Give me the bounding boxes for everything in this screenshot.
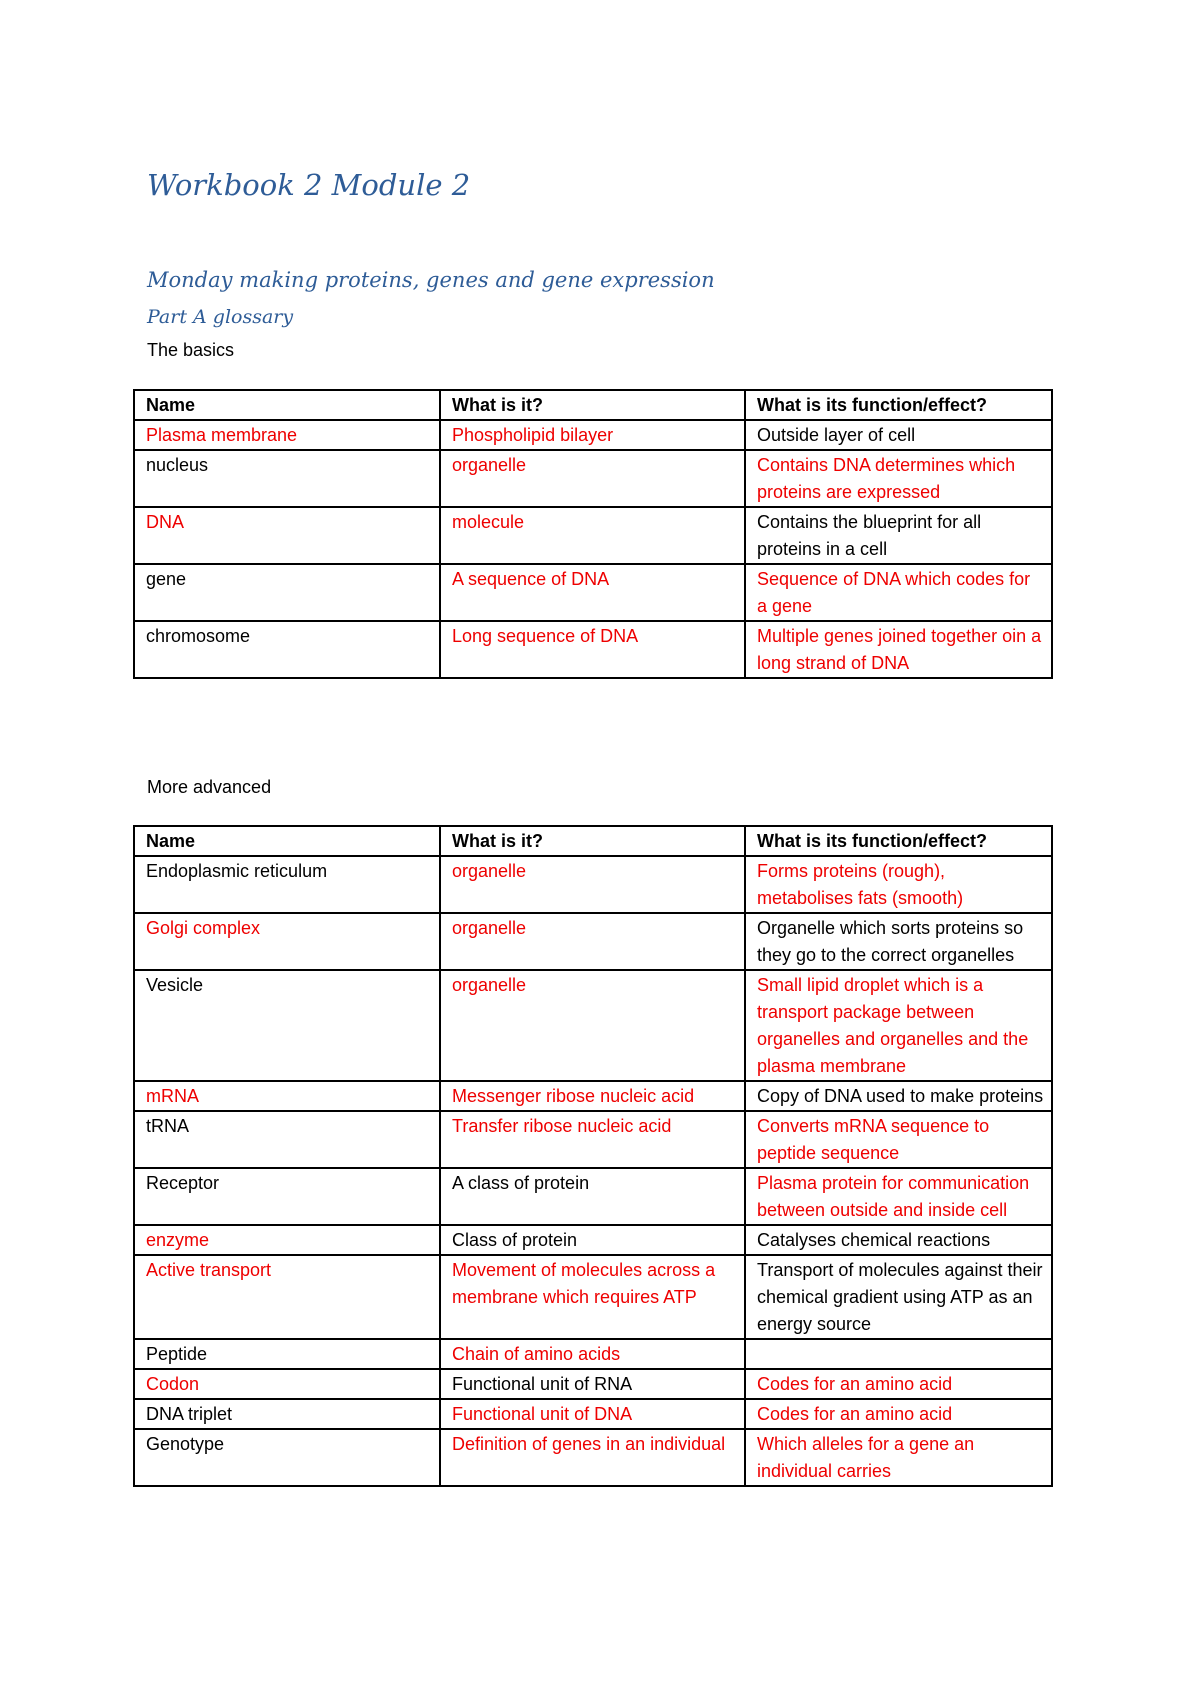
advanced-section-label: More advanced	[147, 777, 272, 797]
cell-function: Transport of molecules against their chemical gradient using ATP as an energy source	[745, 1255, 1052, 1339]
cell-what-is-it: A sequence of DNA	[440, 564, 745, 621]
cell-name: chromosome	[134, 621, 440, 678]
table-row	[134, 1399, 1052, 1429]
table-header-row	[134, 826, 1052, 856]
table-row	[134, 1081, 1052, 1111]
cell-name: nucleus	[134, 450, 440, 507]
cell-what-is-it: Long sequence of DNA	[440, 621, 745, 678]
cell-what-is-it: A class of protein	[440, 1168, 745, 1225]
cell-what-is-it: Class of protein	[440, 1225, 745, 1255]
cell-function: Organelle which sorts proteins so they go to the correct organelles	[745, 913, 1052, 970]
cell-what-is-it: molecule	[440, 507, 745, 564]
cell-function: Multiple genes joined together oin a long strand of DNA	[745, 621, 1052, 678]
cell-name: enzyme	[134, 1225, 440, 1255]
column-header-name: Name	[134, 826, 440, 856]
cell-function: Codes for an amino acid	[745, 1399, 1052, 1429]
cell-what-is-it: organelle	[440, 450, 745, 507]
table-row	[134, 1339, 1052, 1369]
basics-glossary-table	[133, 389, 1053, 679]
cell-what-is-it: Chain of amino acids	[440, 1339, 745, 1369]
table-row	[134, 420, 1052, 450]
column-header-function: What is its function/effect?	[745, 826, 1052, 856]
cell-function: Copy of DNA used to make proteins	[745, 1081, 1052, 1111]
cell-function: Codes for an amino acid	[745, 1369, 1052, 1399]
table-row	[134, 1168, 1052, 1225]
cell-what-is-it: Movement of molecules across a membrane which requires ATP	[440, 1255, 745, 1339]
cell-what-is-it: Functional unit of DNA	[440, 1399, 745, 1429]
cell-function: Small lipid droplet which is a transport package between organelles and organelles and the plasma membrane	[745, 970, 1052, 1081]
document-title: Workbook 2 Module 2	[147, 168, 471, 202]
cell-function: Contains DNA determines which proteins are expressed	[745, 450, 1052, 507]
part-heading: Part A glossary	[147, 306, 294, 328]
column-header-name: Name	[134, 390, 440, 420]
table-row	[134, 1111, 1052, 1168]
table-row	[134, 1369, 1052, 1399]
cell-name: Active transport	[134, 1255, 440, 1339]
cell-what-is-it: Transfer ribose nucleic acid	[440, 1111, 745, 1168]
cell-name: Genotype	[134, 1429, 440, 1486]
cell-function: Plasma protein for communication between outside and inside cell	[745, 1168, 1052, 1225]
cell-what-is-it: organelle	[440, 970, 745, 1081]
table-row	[134, 507, 1052, 564]
cell-what-is-it: Definition of genes in an individual	[440, 1429, 745, 1486]
table-row	[134, 450, 1052, 507]
cell-name: Codon	[134, 1369, 440, 1399]
cell-what-is-it: organelle	[440, 856, 745, 913]
basics-table-body	[134, 420, 1052, 678]
cell-name: Endoplasmic reticulum	[134, 856, 440, 913]
table-row	[134, 856, 1052, 913]
cell-name: DNA	[134, 507, 440, 564]
cell-function: Catalyses chemical reactions	[745, 1225, 1052, 1255]
cell-function: Forms proteins (rough), metabolises fats (smooth)	[745, 856, 1052, 913]
cell-what-is-it: Messenger ribose nucleic acid	[440, 1081, 745, 1111]
table-row	[134, 1429, 1052, 1486]
cell-name: tRNA	[134, 1111, 440, 1168]
advanced-table-body	[134, 856, 1052, 1486]
cell-function: Contains the blueprint for all proteins in a cell	[745, 507, 1052, 564]
cell-name: Vesicle	[134, 970, 440, 1081]
cell-function: Outside layer of cell	[745, 420, 1052, 450]
document-subtitle: Monday making proteins, genes and gene expression	[147, 268, 715, 292]
table-row	[134, 913, 1052, 970]
cell-name: Golgi complex	[134, 913, 440, 970]
cell-name: Peptide	[134, 1339, 440, 1369]
table-row	[134, 1255, 1052, 1339]
column-header-function: What is its function/effect?	[745, 390, 1052, 420]
cell-what-is-it: organelle	[440, 913, 745, 970]
cell-name: Plasma membrane	[134, 420, 440, 450]
cell-name: mRNA	[134, 1081, 440, 1111]
table-row	[134, 621, 1052, 678]
table-row	[134, 1225, 1052, 1255]
cell-what-is-it: Functional unit of RNA	[440, 1369, 745, 1399]
cell-function: Converts mRNA sequence to peptide sequence	[745, 1111, 1052, 1168]
cell-function: Sequence of DNA which codes for a gene	[745, 564, 1052, 621]
column-header-what: What is it?	[440, 826, 745, 856]
cell-function	[745, 1339, 1052, 1369]
cell-name: gene	[134, 564, 440, 621]
table-header-row	[134, 390, 1052, 420]
advanced-glossary-table	[133, 825, 1053, 1487]
cell-what-is-it: Phospholipid bilayer	[440, 420, 745, 450]
basics-section-label: The basics	[147, 340, 235, 360]
cell-name: DNA triplet	[134, 1399, 440, 1429]
table-row	[134, 970, 1052, 1081]
table-row	[134, 564, 1052, 621]
cell-name: Receptor	[134, 1168, 440, 1225]
cell-function: Which alleles for a gene an individual carries	[745, 1429, 1052, 1486]
column-header-what: What is it?	[440, 390, 745, 420]
